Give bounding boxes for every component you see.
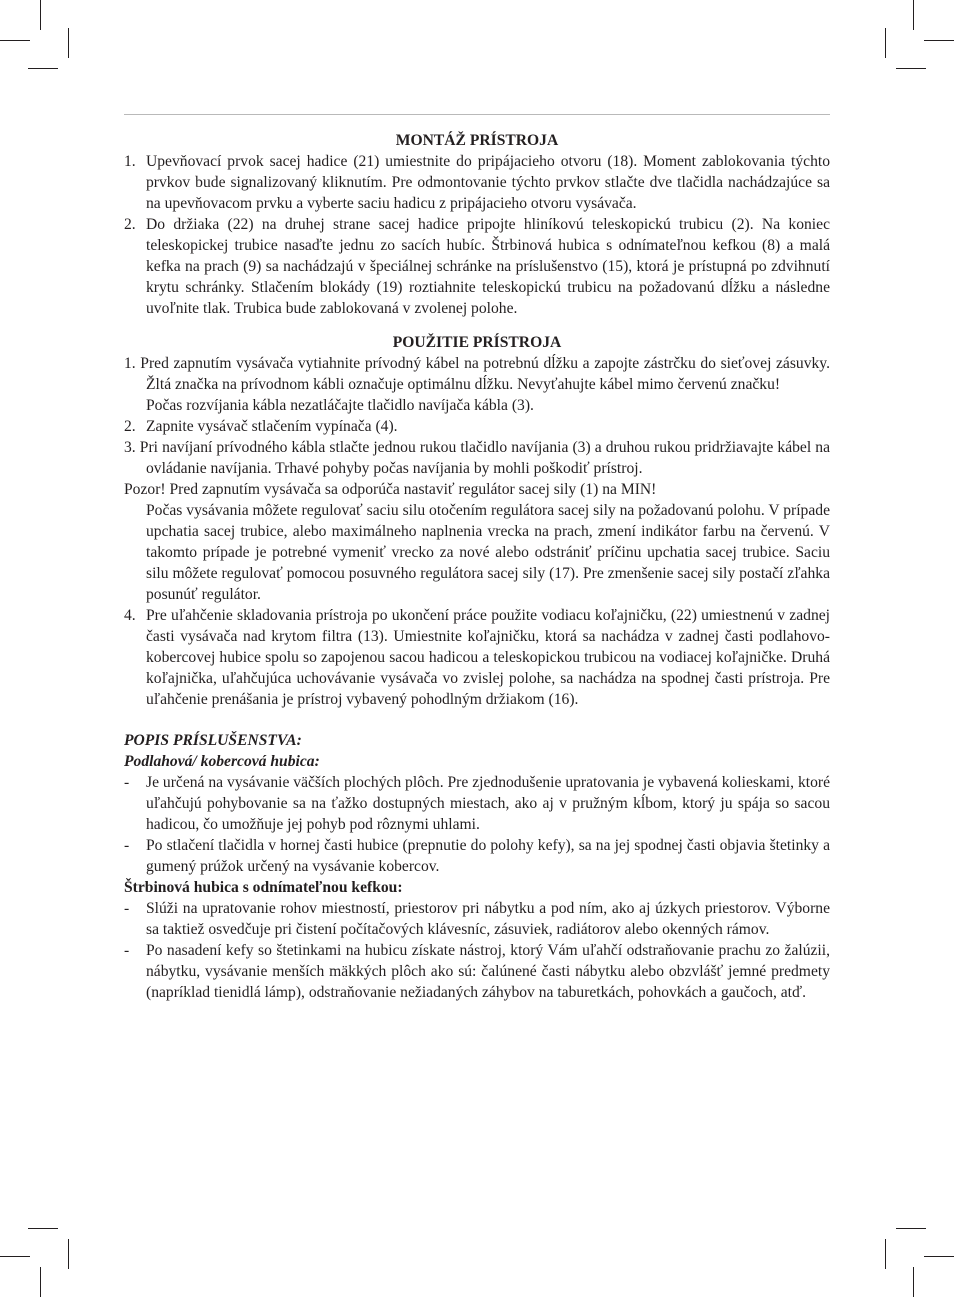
list-item-text: Pre uľahčenie skladovania prístroja po ukončení práce použite vodiacu koľajničku, (22) umiestnenú v zadnej časti vysávača nad krytom filtra (13). Umiestnite koľajničku, ktorá sa nachádza v zadnej časti podlahovo-kobercovej hubice spolu so zapojenou sacou hadicou a teleskopickou trubicou na vodiacej koľajničke. Druhá koľajnička, uľahčujúca uchovávanie vysávača vo zvislej polohe, sa nachádza na spodnej časti prístroja. Pre uľahčenie prenášania je prístroj vybavený pohodlným držiakom (16).: [146, 607, 830, 708]
crop-mark: [885, 1239, 886, 1269]
crop-mark: [0, 1256, 30, 1257]
list-item: [124, 898, 830, 940]
crop-mark: [896, 1228, 926, 1229]
crop-mark: [913, 1267, 914, 1297]
subheading-crevice-nozzle: Štrbinová hubica s odnímateľnou kefkou:: [124, 879, 403, 896]
list-item-text: Je určená na vysávanie väčších plochých plôch. Pre zjednodušenie upratovania je vybavená kolieskami, ktoré uľahčujú pohybovanie sa na ťažko dostupných miestach, ako aj v pružným kĺbom, ktorý ju spája so sacou hadicou, čo umožňuje jej pohyb pod rôznymi uhlami.: [146, 774, 830, 833]
dash-bullet: -: [124, 774, 130, 791]
subheading-floor-nozzle: Podlahová/ kobercová hubica:: [124, 753, 320, 770]
crop-mark: [40, 1267, 41, 1297]
crop-mark: [28, 1228, 58, 1229]
list-item: [124, 214, 830, 319]
crop-mark: [28, 68, 58, 69]
crop-mark: [924, 1256, 954, 1257]
list-item: [124, 151, 830, 214]
header-rule: [124, 114, 830, 115]
page-content: [124, 130, 830, 1003]
list-item-text: Po stlačení tlačidla v hornej časti hubice (prepnutie do polohy kefy), sa na jej spodnej časti objavia štetinky a gumený prúžok určený na vysávanie kobercov.: [146, 837, 830, 875]
crop-mark: [68, 1239, 69, 1269]
note-text: Počas rozvíjania kábla nezatláčajte tlačidlo navíjača kábla (3).: [146, 397, 534, 414]
list-item-text: Upevňovací prvok sacej hadice (21) umiestnite do pripájacieho otvoru (18). Moment zablokovania týchto prvkov bude signalizovaný kliknutím. Pre odmontovanie týchto prvkov stlačte dve tlačidla nachádzajúce sa na upevňovacom prvku a vyberte saciu hadicu z pripájacieho otvoru vysávača.: [146, 153, 830, 212]
list-item: [124, 940, 830, 1003]
crop-mark: [885, 28, 886, 58]
dash-bullet: -: [124, 837, 130, 854]
list-item: [124, 772, 830, 835]
list-number: 4.: [124, 607, 136, 624]
list-item: 1. Pred zapnutím vysávača vytiahnite prívodný kábel na potrebnú dĺžku a zapojte zástrčku do sieťovej zásuvky. Žltá značka na prívodnom kábli označuje optimálnu dĺžku. Nevyťahujte kábel mimo červenú značku!: [124, 355, 830, 393]
list-number: 1.: [124, 153, 136, 170]
list-item: [124, 605, 830, 710]
warning-text: Pozor! Pred zapnutím vysávača sa odporúča nastaviť regulátor sacej sily (1) na MIN!: [124, 481, 657, 498]
list-item-text: Do držiaka (22) na druhej strane sacej hadice pripojte hliníkovú teleskopickú trubicu (2). Na koniec teleskopickej trubice nasaďte jednu zo sacích hubíc. Štrbinová hubica s odnímateľnou kefkou (8) a malá kefka na prach (9) sa nachádzajú v špeciálnej schránke na príslušenstvo (15), ktorá je prístupná po zdvihnutí krytu schránky. Stlačením blokády (19) roztiahnite teleskopickú trubicu na požadovanú dĺžku a následne uvoľnite tlak. Trubica bude zablokovaná v zvolenej polohe.: [146, 216, 830, 317]
crop-mark: [68, 28, 69, 58]
section-heading-montaz: MONTÁŽ PRÍSTROJA: [395, 132, 559, 149]
crop-mark: [913, 0, 914, 30]
list-item: [124, 416, 830, 437]
section-heading-popis: POPIS PRÍSLUŠENSTVA:: [124, 732, 302, 749]
section-heading-pouzitie: POUŽITIE PRÍSTROJA: [392, 334, 562, 351]
list-number: 2.: [124, 216, 136, 233]
crop-mark: [40, 0, 41, 30]
paragraph: Počas vysávania môžete regulovať saciu silu otočením regulátora sacej sily na požadovanú polohu. V prípade upchatia sacej trubice, alebo maximálneho naplnenia vrecka na prach, zmení indikátor farbu na červenú. V takomto prípade je potrebné vymeniť vrecko za nové alebo odstrániť príčinu upchatia sacej trubice. Saciu silu môžete regulovať pomocou posuvného regulátora sacej sily (17). Pre zmenšenie sacej sily postačí zľahka posunúť regulátor.: [146, 502, 830, 603]
crop-mark: [896, 68, 926, 69]
list-item: [124, 835, 830, 877]
dash-bullet: -: [124, 900, 130, 917]
dash-bullet: -: [124, 942, 130, 959]
crop-mark: [0, 40, 30, 41]
list-item-text: Zapnite vysávač stlačením vypínača (4).: [146, 418, 398, 435]
list-item: 3. Pri navíjaní prívodného kábla stlačte jednou rukou tlačidlo navíjania (3) a druhou rukou pridržiavajte kábel na ovládanie navíjania. Trhavé pohyby počas navíjania by mohli poškodiť prístroj.: [124, 439, 830, 477]
list-item-text: Po nasadení kefy so štetinkami na hubicu získate nástroj, ktorý Vám uľahčí odstraňovanie prachu zo žalúzii, nábytku, vysávanie menších mäkkých plôch ako sú: čalúnené časti nábytku alebo obzvlášť jemné predmety (napríklad tienidlá lámp), odstraňovanie nežiadaných záhybov na taburetkách, pohovkách a gaučoch, atď.: [146, 942, 830, 1001]
list-item-text: Slúži na upratovanie rohov miestností, priestorov pri nábytku a pod ním, ako aj úzkych priestorov. Výborne sa taktiež osvedčuje pri čistení počítačových klávesníc, zásuviek, radiátorov alebo okenných rámov.: [146, 900, 830, 938]
crop-mark: [924, 40, 954, 41]
list-number: 2.: [124, 418, 136, 435]
